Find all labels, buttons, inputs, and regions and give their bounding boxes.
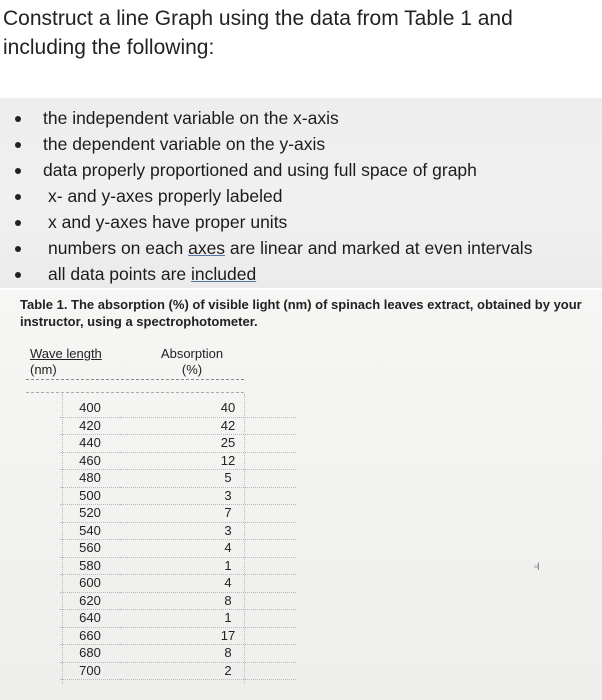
table-row [60, 487, 296, 505]
table-row [60, 557, 296, 575]
wavelength-cell: 580 [60, 557, 120, 575]
wavelength-cell: 420 [60, 417, 120, 435]
bullet-icon [15, 142, 21, 148]
bullet-icon [15, 116, 21, 122]
absorption-cell: 12 [120, 452, 296, 470]
page-heading: Construct a line Graph using the data from Table 1 and including the following: [3, 7, 513, 59]
absorption-cell: 42 [120, 417, 296, 435]
absorption-cell: 3 [120, 522, 296, 540]
wavelength-cell: 600 [60, 575, 120, 593]
list-item [0, 237, 602, 263]
table-row [60, 627, 296, 645]
list-item: the independent variable on the x-axis [0, 107, 602, 133]
wavelength-cell: 540 [60, 522, 120, 540]
wavelength-cell: 480 [60, 470, 120, 488]
table-row [60, 662, 296, 680]
table-row [60, 400, 296, 417]
wavelength-cell: 460 [60, 452, 120, 470]
column-header-wavelength: Wave length (nm) [30, 346, 102, 377]
absorption-cell: 1 [120, 610, 296, 628]
table-row [60, 610, 296, 628]
absorption-cell: 4 [120, 540, 296, 558]
list-item-text: numbers on each axes are linear and marked at even intervals [48, 238, 533, 258]
wavelength-cell: 560 [60, 540, 120, 558]
wavelength-cell: 520 [60, 505, 120, 523]
table-row [60, 505, 296, 523]
table-row [60, 470, 296, 488]
wavelength-cell: 680 [60, 645, 120, 663]
absorption-cell: 8 [120, 592, 296, 610]
bullet-icon [15, 194, 21, 200]
table-row [60, 417, 296, 435]
table-row [60, 575, 296, 593]
wavelength-cell: 640 [60, 610, 120, 628]
wavelength-cell: 700 [60, 662, 120, 680]
data-table [60, 400, 296, 680]
text-cursor-icon: ▫I [534, 561, 539, 573]
wavelength-cell: 440 [60, 435, 120, 453]
table-row [60, 592, 296, 610]
absorption-cell: 1 [120, 557, 296, 575]
bullet-icon [15, 272, 21, 278]
wavelength-cell: 620 [60, 592, 120, 610]
wavelength-cell: 400 [60, 400, 120, 417]
absorption-cell: 8 [120, 645, 296, 663]
table-panel [0, 290, 602, 700]
wavelength-cell: 500 [60, 487, 120, 505]
column-header-absorption: Absorption (%) [160, 346, 224, 377]
table-row [60, 522, 296, 540]
table-row [60, 435, 296, 453]
list-item-text: all data points are included [48, 264, 257, 284]
list-item [0, 263, 602, 289]
absorption-cell: 40 [120, 400, 296, 417]
absorption-cell: 4 [120, 575, 296, 593]
list-item: data properly proportioned and using full space of graph [0, 159, 602, 185]
absorption-cell: 2 [120, 662, 296, 680]
absorption-cell: 3 [120, 487, 296, 505]
absorption-cell: 17 [120, 627, 296, 645]
list-item: x- and y-axes properly labeled [0, 185, 602, 211]
absorption-cell: 7 [120, 505, 296, 523]
divider [26, 392, 244, 393]
bullet-icon [15, 168, 21, 174]
table-caption: Table 1. The absorption (%) of visible light (nm) of spinach leaves extract, obtained by your instructor, using a spectrophotometer. [20, 297, 582, 329]
divider [26, 379, 244, 380]
wavelength-cell: 660 [60, 627, 120, 645]
list-item: the dependent variable on the y-axis [0, 133, 602, 159]
bullet-icon [15, 220, 21, 226]
bullet-icon [15, 246, 21, 252]
table-row [60, 452, 296, 470]
requirements-panel [0, 98, 602, 288]
absorption-cell: 5 [120, 470, 296, 488]
table-row [60, 540, 296, 558]
absorption-cell: 25 [120, 435, 296, 453]
requirements-list [0, 107, 602, 289]
list-item: x and y-axes have proper units [0, 211, 602, 237]
table-row [60, 645, 296, 663]
